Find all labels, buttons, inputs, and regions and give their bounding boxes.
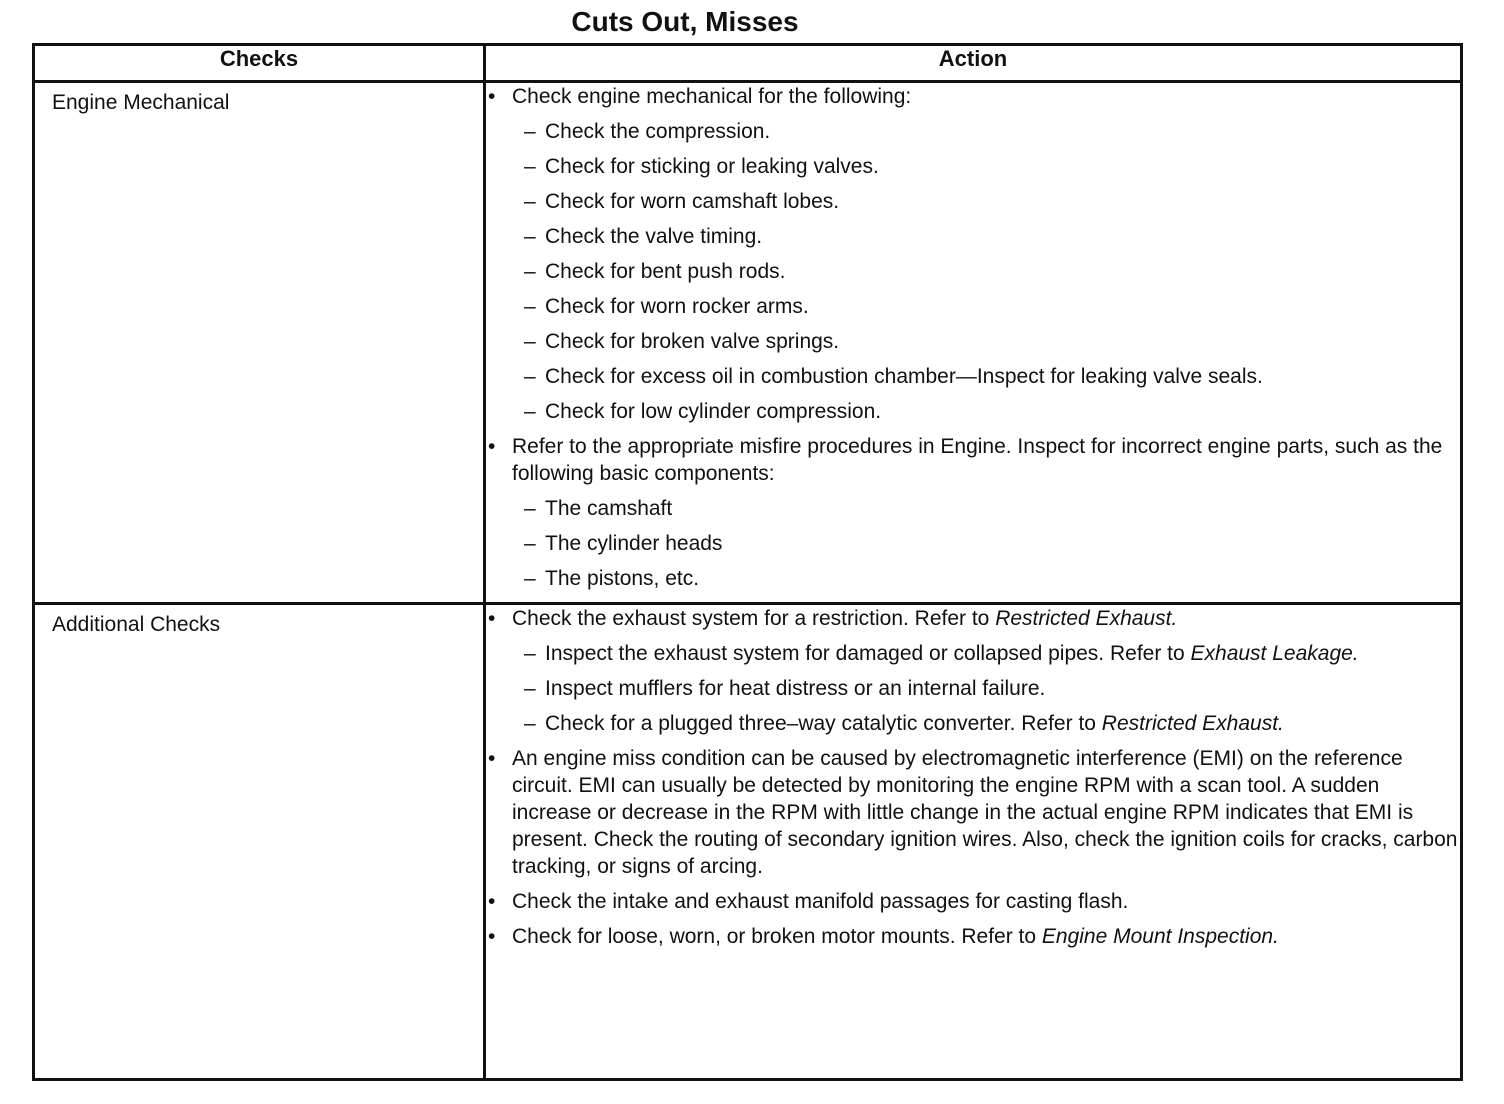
sub-item: – Check for broken valve springs. <box>512 328 1460 355</box>
bullet-item <box>486 745 1460 880</box>
sub-item: – The pistons, etc. <box>512 565 1460 592</box>
header-row <box>34 45 1462 82</box>
page-title: Cuts Out, Misses <box>571 6 799 37</box>
bullet-list <box>486 605 1460 950</box>
reference-link: Restricted Exhaust. <box>995 607 1178 630</box>
column-header-checks: Checks <box>34 45 485 82</box>
sub-list <box>512 118 1460 425</box>
sub-text: Inspect mufflers for heat distress or an internal failure. <box>545 677 1046 700</box>
sub-item: – The camshaft <box>512 495 1460 522</box>
sub-text: Check for a plugged three–way catalytic converter. Refer to <box>545 712 1102 735</box>
checks-cell <box>34 82 485 604</box>
reference-link: Exhaust Leakage. <box>1190 642 1359 665</box>
bullet-text: Check for loose, worn, or broken motor mounts. Refer to <box>512 925 1042 948</box>
bullet-text: Refer to the appropriate misfire procedures in Engine. Inspect for incorrect engine parts, such as the following basic components: <box>512 435 1443 485</box>
sub-item: – Check for bent push rods. <box>512 258 1460 285</box>
reference-link: Restricted Exhaust. <box>1101 712 1284 735</box>
sub-list <box>512 495 1460 592</box>
bullet-item <box>486 923 1460 950</box>
bullet-text: Check the exhaust system for a restriction. Refer to <box>512 607 996 630</box>
bullet-text: An engine miss condition can be caused by electromagnetic interference (EMI) on the reference circuit. EMI can usually be detected by monitoring the engine RPM with a scan tool. A sudden increase or decrease in the RPM with little change in the actual engine RPM indicates that EMI is present. Check the routing of secondary ignition wires. Also, check the ignition coils for cracks, carbon tracking, or signs of arcing. <box>512 747 1458 878</box>
bullet-item <box>486 605 1460 737</box>
sub-item: – Check the compression. <box>512 118 1460 145</box>
action-cell <box>485 604 1462 1080</box>
check-label: Additional Checks <box>52 613 221 636</box>
bullet-item <box>486 888 1460 915</box>
diagnostic-table <box>32 43 1463 1081</box>
sub-item <box>512 675 1460 702</box>
sub-item: – Check the valve timing. <box>512 223 1460 250</box>
sub-item: – Check for sticking or leaking valves. <box>512 153 1460 180</box>
sub-text: Inspect the exhaust system for damaged or collapsed pipes. Refer to <box>545 642 1191 665</box>
sub-item: – Check for worn rocker arms. <box>512 293 1460 320</box>
sub-item: – The cylinder heads <box>512 530 1460 557</box>
checks-cell <box>34 604 485 1080</box>
table-row <box>34 82 1462 604</box>
sub-item: – Check for low cylinder compression. <box>512 398 1460 425</box>
bullet-text: Check the intake and exhaust manifold passages for casting flash. <box>512 890 1129 913</box>
sub-item: – Check for excess oil in combustion chamber—Inspect for leaking valve seals. <box>512 363 1460 390</box>
bullet-item <box>486 83 1460 425</box>
column-header-action: Action <box>485 45 1462 82</box>
table-row <box>34 604 1462 1080</box>
sub-list <box>512 640 1460 737</box>
action-cell <box>485 82 1462 604</box>
bullet-item <box>486 433 1460 592</box>
bullet-text: Check engine mechanical for the following: <box>512 85 912 108</box>
sub-item <box>512 710 1460 737</box>
sub-item: – Check for worn camshaft lobes. <box>512 188 1460 215</box>
reference-link: Engine Mount Inspection. <box>1041 925 1279 948</box>
bullet-list <box>486 83 1460 592</box>
sub-item <box>512 640 1460 667</box>
check-label: Engine Mechanical <box>52 91 230 114</box>
